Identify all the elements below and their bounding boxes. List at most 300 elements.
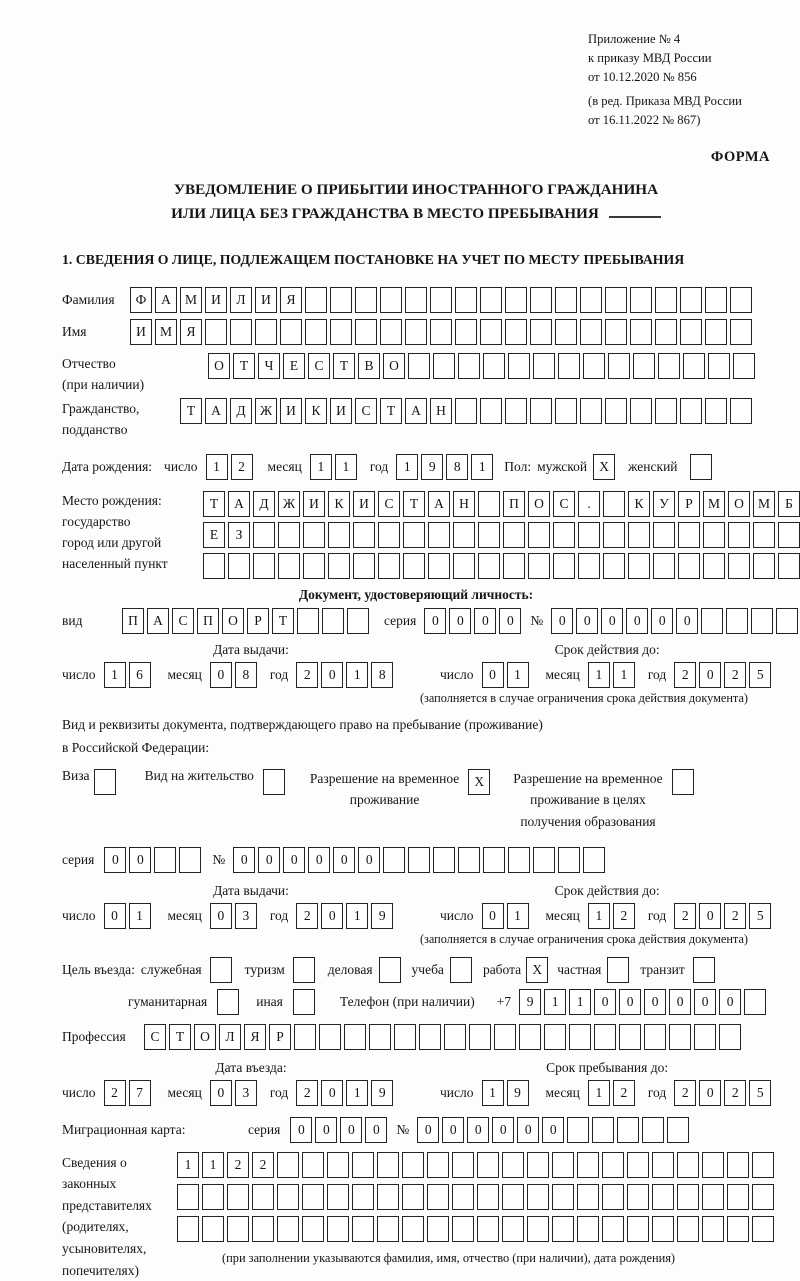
char-box[interactable] xyxy=(655,398,677,424)
char-box[interactable]: О xyxy=(194,1024,216,1050)
char-box[interactable] xyxy=(558,847,580,873)
char-box[interactable] xyxy=(530,287,552,313)
char-box[interactable] xyxy=(580,398,602,424)
char-box[interactable] xyxy=(452,1216,474,1242)
char-box[interactable]: 0 xyxy=(449,608,471,634)
char-box[interactable] xyxy=(505,287,527,313)
char-box[interactable] xyxy=(705,319,727,345)
char-box[interactable] xyxy=(678,522,700,548)
char-box[interactable] xyxy=(253,522,275,548)
char-box[interactable] xyxy=(430,319,452,345)
char-box[interactable] xyxy=(619,1024,641,1050)
char-box[interactable]: 1 xyxy=(588,903,610,929)
char-box[interactable]: 0 xyxy=(492,1117,514,1143)
char-box[interactable] xyxy=(483,847,505,873)
char-box[interactable] xyxy=(327,1184,349,1210)
char-box[interactable] xyxy=(655,319,677,345)
char-box[interactable] xyxy=(177,1184,199,1210)
char-box[interactable] xyxy=(352,1152,374,1178)
char-box[interactable]: 0 xyxy=(340,1117,362,1143)
char-box[interactable]: Т xyxy=(169,1024,191,1050)
char-box[interactable] xyxy=(305,319,327,345)
char-box[interactable] xyxy=(433,353,455,379)
char-box[interactable]: С xyxy=(355,398,377,424)
char-box[interactable] xyxy=(355,287,377,313)
char-box[interactable] xyxy=(444,1024,466,1050)
char-box[interactable]: Ф xyxy=(130,287,152,313)
char-box[interactable]: 2 xyxy=(231,454,253,480)
char-box[interactable]: 0 xyxy=(644,989,666,1015)
char-box[interactable]: 5 xyxy=(749,903,771,929)
char-box[interactable]: О xyxy=(208,353,230,379)
char-box[interactable] xyxy=(480,287,502,313)
char-box[interactable]: Л xyxy=(219,1024,241,1050)
char-box[interactable] xyxy=(383,847,405,873)
char-box[interactable] xyxy=(652,1152,674,1178)
char-box[interactable] xyxy=(533,847,555,873)
char-box[interactable]: 2 xyxy=(724,662,746,688)
char-box[interactable] xyxy=(702,1152,724,1178)
char-box[interactable]: 2 xyxy=(227,1152,249,1178)
char-box[interactable]: У xyxy=(653,491,675,517)
char-box[interactable] xyxy=(402,1152,424,1178)
char-box[interactable] xyxy=(653,522,675,548)
char-box[interactable]: А xyxy=(147,608,169,634)
char-box[interactable]: Д xyxy=(253,491,275,517)
char-box[interactable] xyxy=(642,1117,664,1143)
char-box[interactable]: 0 xyxy=(482,662,504,688)
char-box[interactable] xyxy=(577,1184,599,1210)
char-box[interactable] xyxy=(705,398,727,424)
char-box[interactable] xyxy=(569,1024,591,1050)
char-box[interactable]: К xyxy=(328,491,350,517)
char-box[interactable] xyxy=(328,553,350,579)
char-box[interactable] xyxy=(228,553,250,579)
char-box[interactable] xyxy=(702,1216,724,1242)
char-box[interactable] xyxy=(394,1024,416,1050)
char-box[interactable]: 0 xyxy=(576,608,598,634)
char-box[interactable]: 1 xyxy=(471,454,493,480)
char-box[interactable] xyxy=(555,398,577,424)
char-box[interactable]: 1 xyxy=(310,454,332,480)
char-box[interactable] xyxy=(328,522,350,548)
char-box[interactable] xyxy=(726,608,748,634)
char-box[interactable] xyxy=(330,287,352,313)
char-box[interactable] xyxy=(578,553,600,579)
char-box[interactable] xyxy=(455,319,477,345)
char-box[interactable]: Я xyxy=(180,319,202,345)
char-box[interactable] xyxy=(751,608,773,634)
char-box[interactable] xyxy=(293,957,315,983)
char-box[interactable] xyxy=(577,1152,599,1178)
char-box[interactable] xyxy=(680,319,702,345)
char-box[interactable] xyxy=(458,847,480,873)
char-box[interactable] xyxy=(752,1184,774,1210)
char-box[interactable] xyxy=(677,1152,699,1178)
char-box[interactable]: 9 xyxy=(421,454,443,480)
char-box[interactable]: Т xyxy=(333,353,355,379)
char-box[interactable]: 1 xyxy=(346,662,368,688)
char-box[interactable] xyxy=(776,608,798,634)
char-box[interactable]: А xyxy=(405,398,427,424)
char-box[interactable]: 2 xyxy=(104,1080,126,1106)
char-box[interactable]: 8 xyxy=(235,662,257,688)
char-box[interactable]: X xyxy=(468,769,490,795)
char-box[interactable]: 0 xyxy=(594,989,616,1015)
char-box[interactable]: 1 xyxy=(482,1080,504,1106)
char-box[interactable] xyxy=(255,319,277,345)
char-box[interactable]: И xyxy=(205,287,227,313)
char-box[interactable] xyxy=(583,847,605,873)
char-box[interactable] xyxy=(154,847,176,873)
char-box[interactable]: 0 xyxy=(233,847,255,873)
char-box[interactable] xyxy=(633,353,655,379)
char-box[interactable] xyxy=(727,1152,749,1178)
char-box[interactable] xyxy=(669,1024,691,1050)
char-box[interactable] xyxy=(347,608,369,634)
char-box[interactable] xyxy=(603,553,625,579)
char-box[interactable]: 0 xyxy=(321,903,343,929)
char-box[interactable]: А xyxy=(428,491,450,517)
char-box[interactable] xyxy=(752,1216,774,1242)
char-box[interactable]: 2 xyxy=(613,1080,635,1106)
char-box[interactable] xyxy=(552,1152,574,1178)
char-box[interactable] xyxy=(519,1024,541,1050)
char-box[interactable] xyxy=(658,353,680,379)
char-box[interactable] xyxy=(217,989,239,1015)
char-box[interactable] xyxy=(627,1184,649,1210)
char-box[interactable] xyxy=(177,1216,199,1242)
char-box[interactable]: 1 xyxy=(202,1152,224,1178)
char-box[interactable] xyxy=(503,522,525,548)
char-box[interactable] xyxy=(508,847,530,873)
char-box[interactable] xyxy=(630,287,652,313)
char-box[interactable]: 0 xyxy=(358,847,380,873)
char-box[interactable] xyxy=(303,522,325,548)
char-box[interactable] xyxy=(252,1184,274,1210)
char-box[interactable]: Е xyxy=(203,522,225,548)
char-box[interactable]: О xyxy=(528,491,550,517)
char-box[interactable] xyxy=(627,1152,649,1178)
char-box[interactable]: Р xyxy=(678,491,700,517)
char-box[interactable]: 2 xyxy=(674,1080,696,1106)
char-box[interactable] xyxy=(602,1216,624,1242)
char-box[interactable] xyxy=(227,1216,249,1242)
char-box[interactable]: 0 xyxy=(104,847,126,873)
char-box[interactable] xyxy=(452,1152,474,1178)
char-box[interactable] xyxy=(778,522,800,548)
char-box[interactable] xyxy=(728,522,750,548)
char-box[interactable]: А xyxy=(155,287,177,313)
char-box[interactable] xyxy=(652,1184,674,1210)
char-box[interactable]: 0 xyxy=(365,1117,387,1143)
char-box[interactable]: 0 xyxy=(517,1117,539,1143)
char-box[interactable]: 0 xyxy=(651,608,673,634)
char-box[interactable] xyxy=(544,1024,566,1050)
char-box[interactable] xyxy=(327,1152,349,1178)
char-box[interactable] xyxy=(558,353,580,379)
char-box[interactable] xyxy=(377,1216,399,1242)
char-box[interactable]: Е xyxy=(283,353,305,379)
char-box[interactable] xyxy=(352,1216,374,1242)
char-box[interactable]: И xyxy=(130,319,152,345)
char-box[interactable] xyxy=(353,522,375,548)
char-box[interactable] xyxy=(552,1216,574,1242)
char-box[interactable] xyxy=(455,287,477,313)
char-box[interactable] xyxy=(628,522,650,548)
char-box[interactable] xyxy=(744,989,766,1015)
char-box[interactable] xyxy=(680,398,702,424)
char-box[interactable]: 2 xyxy=(613,903,635,929)
char-box[interactable] xyxy=(553,522,575,548)
char-box[interactable] xyxy=(505,398,527,424)
char-box[interactable] xyxy=(378,522,400,548)
char-box[interactable] xyxy=(628,553,650,579)
char-box[interactable]: П xyxy=(122,608,144,634)
char-box[interactable]: 0 xyxy=(619,989,641,1015)
char-box[interactable]: Я xyxy=(244,1024,266,1050)
char-box[interactable]: Н xyxy=(430,398,452,424)
char-box[interactable]: 9 xyxy=(519,989,541,1015)
char-box[interactable] xyxy=(527,1216,549,1242)
char-box[interactable]: О xyxy=(728,491,750,517)
char-box[interactable]: 0 xyxy=(676,608,698,634)
char-box[interactable] xyxy=(253,553,275,579)
char-box[interactable]: 0 xyxy=(321,1080,343,1106)
char-box[interactable] xyxy=(677,1184,699,1210)
char-box[interactable] xyxy=(617,1117,639,1143)
char-box[interactable] xyxy=(352,1184,374,1210)
char-box[interactable]: 0 xyxy=(210,903,232,929)
char-box[interactable] xyxy=(705,287,727,313)
char-box[interactable] xyxy=(690,454,712,480)
char-box[interactable] xyxy=(403,553,425,579)
char-box[interactable]: 0 xyxy=(699,1080,721,1106)
char-box[interactable] xyxy=(494,1024,516,1050)
char-box[interactable] xyxy=(701,608,723,634)
char-box[interactable] xyxy=(277,1152,299,1178)
char-box[interactable]: 9 xyxy=(507,1080,529,1106)
char-box[interactable]: Т xyxy=(233,353,255,379)
char-box[interactable] xyxy=(730,398,752,424)
char-box[interactable]: С xyxy=(144,1024,166,1050)
char-box[interactable] xyxy=(477,1184,499,1210)
char-box[interactable] xyxy=(477,1152,499,1178)
char-box[interactable] xyxy=(655,287,677,313)
char-box[interactable]: 3 xyxy=(235,1080,257,1106)
char-box[interactable] xyxy=(667,1117,689,1143)
char-box[interactable]: 1 xyxy=(588,1080,610,1106)
char-box[interactable]: И xyxy=(255,287,277,313)
char-box[interactable]: 0 xyxy=(210,662,232,688)
char-box[interactable]: С xyxy=(172,608,194,634)
char-box[interactable]: Т xyxy=(272,608,294,634)
char-box[interactable] xyxy=(202,1184,224,1210)
char-box[interactable]: 2 xyxy=(674,903,696,929)
char-box[interactable]: . xyxy=(578,491,600,517)
char-box[interactable]: Ж xyxy=(255,398,277,424)
char-box[interactable] xyxy=(427,1152,449,1178)
char-box[interactable]: Т xyxy=(203,491,225,517)
char-box[interactable]: Р xyxy=(269,1024,291,1050)
char-box[interactable] xyxy=(330,319,352,345)
char-box[interactable] xyxy=(693,957,715,983)
char-box[interactable]: 0 xyxy=(283,847,305,873)
char-box[interactable] xyxy=(727,1184,749,1210)
char-box[interactable] xyxy=(677,1216,699,1242)
char-box[interactable] xyxy=(530,319,552,345)
char-box[interactable] xyxy=(302,1184,324,1210)
char-box[interactable] xyxy=(528,553,550,579)
char-box[interactable] xyxy=(205,319,227,345)
char-box[interactable] xyxy=(478,491,500,517)
char-box[interactable]: 1 xyxy=(346,1080,368,1106)
char-box[interactable] xyxy=(377,1184,399,1210)
char-box[interactable]: 2 xyxy=(296,1080,318,1106)
char-box[interactable] xyxy=(378,553,400,579)
char-box[interactable] xyxy=(453,553,475,579)
char-box[interactable]: 0 xyxy=(601,608,623,634)
char-box[interactable]: 1 xyxy=(507,903,529,929)
char-box[interactable] xyxy=(293,989,315,1015)
char-box[interactable] xyxy=(379,957,401,983)
char-box[interactable] xyxy=(694,1024,716,1050)
char-box[interactable] xyxy=(427,1184,449,1210)
char-box[interactable]: 0 xyxy=(315,1117,337,1143)
char-box[interactable] xyxy=(555,287,577,313)
char-box[interactable] xyxy=(527,1152,549,1178)
char-box[interactable] xyxy=(728,553,750,579)
char-box[interactable]: 0 xyxy=(129,847,151,873)
char-box[interactable] xyxy=(405,287,427,313)
char-box[interactable] xyxy=(603,522,625,548)
char-box[interactable]: А xyxy=(228,491,250,517)
char-box[interactable]: К xyxy=(628,491,650,517)
char-box[interactable]: 0 xyxy=(424,608,446,634)
char-box[interactable] xyxy=(179,847,201,873)
char-box[interactable]: 6 xyxy=(129,662,151,688)
char-box[interactable] xyxy=(322,608,344,634)
char-box[interactable] xyxy=(630,319,652,345)
char-box[interactable]: 1 xyxy=(346,903,368,929)
char-box[interactable] xyxy=(602,1152,624,1178)
char-box[interactable]: М xyxy=(155,319,177,345)
char-box[interactable]: С xyxy=(378,491,400,517)
char-box[interactable] xyxy=(580,319,602,345)
char-box[interactable]: 0 xyxy=(499,608,521,634)
char-box[interactable] xyxy=(630,398,652,424)
char-box[interactable] xyxy=(503,553,525,579)
char-box[interactable] xyxy=(533,353,555,379)
char-box[interactable]: И xyxy=(330,398,352,424)
char-box[interactable] xyxy=(480,398,502,424)
char-box[interactable] xyxy=(627,1216,649,1242)
char-box[interactable] xyxy=(419,1024,441,1050)
char-box[interactable] xyxy=(477,1216,499,1242)
char-box[interactable]: 1 xyxy=(569,989,591,1015)
char-box[interactable] xyxy=(227,1184,249,1210)
char-box[interactable] xyxy=(608,353,630,379)
char-box[interactable] xyxy=(678,553,700,579)
char-box[interactable] xyxy=(605,398,627,424)
char-box[interactable]: О xyxy=(383,353,405,379)
char-box[interactable] xyxy=(502,1152,524,1178)
char-box[interactable]: 7 xyxy=(129,1080,151,1106)
char-box[interactable]: 1 xyxy=(335,454,357,480)
char-box[interactable] xyxy=(652,1216,674,1242)
char-box[interactable] xyxy=(502,1184,524,1210)
char-box[interactable] xyxy=(430,287,452,313)
char-box[interactable] xyxy=(355,319,377,345)
char-box[interactable]: Н xyxy=(453,491,475,517)
char-box[interactable]: М xyxy=(703,491,725,517)
char-box[interactable] xyxy=(302,1152,324,1178)
char-box[interactable] xyxy=(478,522,500,548)
char-box[interactable] xyxy=(602,1184,624,1210)
char-box[interactable]: 1 xyxy=(104,662,126,688)
char-box[interactable]: 2 xyxy=(724,1080,746,1106)
char-box[interactable]: 0 xyxy=(104,903,126,929)
char-box[interactable] xyxy=(297,608,319,634)
char-box[interactable] xyxy=(553,553,575,579)
char-box[interactable] xyxy=(594,1024,616,1050)
char-box[interactable]: Т xyxy=(380,398,402,424)
char-box[interactable]: И xyxy=(353,491,375,517)
char-box[interactable]: 9 xyxy=(371,903,393,929)
char-box[interactable] xyxy=(703,522,725,548)
char-box[interactable] xyxy=(583,353,605,379)
char-box[interactable] xyxy=(752,1152,774,1178)
char-box[interactable]: Т xyxy=(403,491,425,517)
char-box[interactable]: 1 xyxy=(613,662,635,688)
char-box[interactable]: 0 xyxy=(551,608,573,634)
char-box[interactable]: 0 xyxy=(699,662,721,688)
char-box[interactable] xyxy=(702,1184,724,1210)
char-box[interactable] xyxy=(480,319,502,345)
char-box[interactable] xyxy=(402,1184,424,1210)
char-box[interactable]: 5 xyxy=(749,662,771,688)
char-box[interactable]: 1 xyxy=(507,662,529,688)
char-box[interactable] xyxy=(408,353,430,379)
char-box[interactable] xyxy=(408,847,430,873)
char-box[interactable] xyxy=(458,353,480,379)
char-box[interactable]: 0 xyxy=(694,989,716,1015)
char-box[interactable] xyxy=(528,522,550,548)
char-box[interactable] xyxy=(653,553,675,579)
char-box[interactable] xyxy=(294,1024,316,1050)
char-box[interactable] xyxy=(202,1216,224,1242)
char-box[interactable] xyxy=(203,553,225,579)
char-box[interactable] xyxy=(703,553,725,579)
char-box[interactable] xyxy=(403,522,425,548)
char-box[interactable] xyxy=(380,319,402,345)
char-box[interactable]: 2 xyxy=(674,662,696,688)
char-box[interactable]: Ж xyxy=(278,491,300,517)
char-box[interactable]: П xyxy=(197,608,219,634)
char-box[interactable] xyxy=(210,957,232,983)
char-box[interactable] xyxy=(727,1216,749,1242)
char-box[interactable]: 8 xyxy=(446,454,468,480)
char-box[interactable]: 0 xyxy=(321,662,343,688)
char-box[interactable] xyxy=(433,847,455,873)
char-box[interactable]: Ч xyxy=(258,353,280,379)
char-box[interactable] xyxy=(527,1184,549,1210)
char-box[interactable]: 1 xyxy=(544,989,566,1015)
char-box[interactable]: 2 xyxy=(724,903,746,929)
char-box[interactable]: 0 xyxy=(467,1117,489,1143)
char-box[interactable] xyxy=(303,553,325,579)
char-box[interactable]: 1 xyxy=(206,454,228,480)
